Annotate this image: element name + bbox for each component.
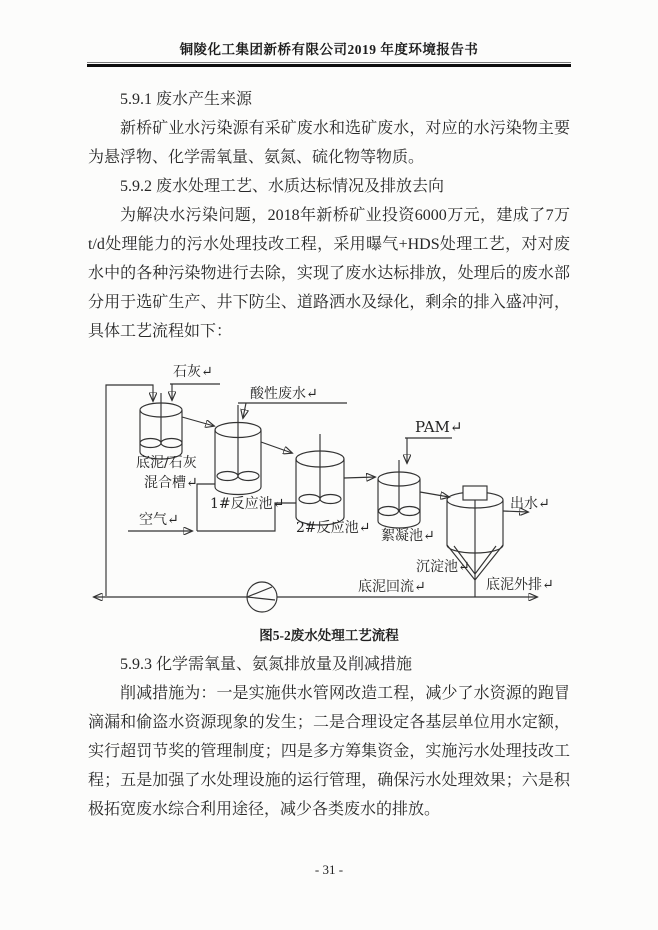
diagram-label-mix-tank-line1: 底泥/石灰: [136, 455, 197, 471]
mixing-tank: [140, 393, 182, 459]
paragraph-line: 为解决水污染问题，2018年新桥矿业投资6000万元，建成了7万: [120, 207, 570, 224]
reactor2-tank: [296, 434, 344, 525]
paragraph-line: 分用于选矿生产、井下防尘、道路洒水及绿化，剩余的排入盛冲河，: [88, 294, 570, 311]
diagram-label-pam: PAM↵: [415, 418, 463, 436]
pump-symbol: [247, 582, 277, 612]
diagram-label-sludge-return: 底泥回流↵: [358, 579, 426, 595]
page-number: - 31 -: [314, 862, 344, 877]
paragraph-line: 为悬浮物、化学需氧量、氨氮、硫化物等物质。: [88, 149, 425, 166]
paragraph-line: 削减措施为：一是实施供水管网改造工程，减少了水资源的跑冒: [120, 685, 570, 702]
diagram-label-reactor1: 1#反应池↵: [210, 496, 285, 512]
page-header-title: 铜陵化工集团新桥有限公司2019 年度环境报告书: [179, 42, 479, 57]
paragraph-line: 极拓宽废水综合利用途径，减少各类废水的排放。: [88, 801, 441, 818]
diagram-label-acid-wastewater: 酸性废水↵: [250, 386, 318, 402]
section-heading-591: 5.9.1 废水产生来源: [120, 91, 253, 108]
text-block-lower: [88, 650, 570, 824]
diagram-label-reactor2: 2#反应池↵: [296, 520, 371, 536]
diagram-label-sedimentation: 沉淀池↵: [416, 559, 470, 575]
figure-caption: 图5-2废水处理工艺流程: [259, 628, 399, 643]
diagram-label-lime: 石灰↵: [173, 364, 213, 380]
diagram-label-sludge-discharge: 底泥外排↵: [486, 577, 554, 593]
paragraph-line: t/d处理能力的污水处理技改工程，采用曝气+HDS处理工艺，对对废: [88, 236, 570, 253]
section-heading-593: 5.9.3 化学需氧量、氨氮排放量及削减措施: [120, 656, 413, 673]
paragraph-line: 具体工艺流程如下：: [88, 323, 233, 340]
flocculation-tank: [378, 460, 420, 528]
diagram-label-mix-tank-line2: 混合槽↵: [144, 475, 198, 491]
paragraph-line: 实行超罚节奖的管理制度；四是多方筹集资金，实施污水处理技改工: [88, 743, 570, 760]
diagram-label-flocculation: 絮凝池↵: [381, 528, 435, 544]
diagram-label-air: 空气↵: [139, 512, 179, 528]
paragraph-line: 新桥矿业水污染源有采矿废水和选矿废水，对应的水污染物主要: [120, 120, 570, 137]
paragraph-line: 水中的各种污染物进行去除，实现了废水达标排放，处理后的废水部: [88, 265, 570, 282]
diagram-label-outflow: 出水↵: [510, 496, 550, 512]
section-heading-592: 5.9.2 废水处理工艺、水质达标情况及排放去向: [120, 178, 445, 195]
reactor1-tank: [215, 405, 261, 495]
paragraph-line: 滴漏和偷盗水资源现象的发生；二是合理设定各基层单位用水定额，: [88, 714, 570, 731]
paragraph-line: 程；五是加强了水处理设施的运行管理，确保污水处理效果；六是积: [88, 772, 570, 789]
